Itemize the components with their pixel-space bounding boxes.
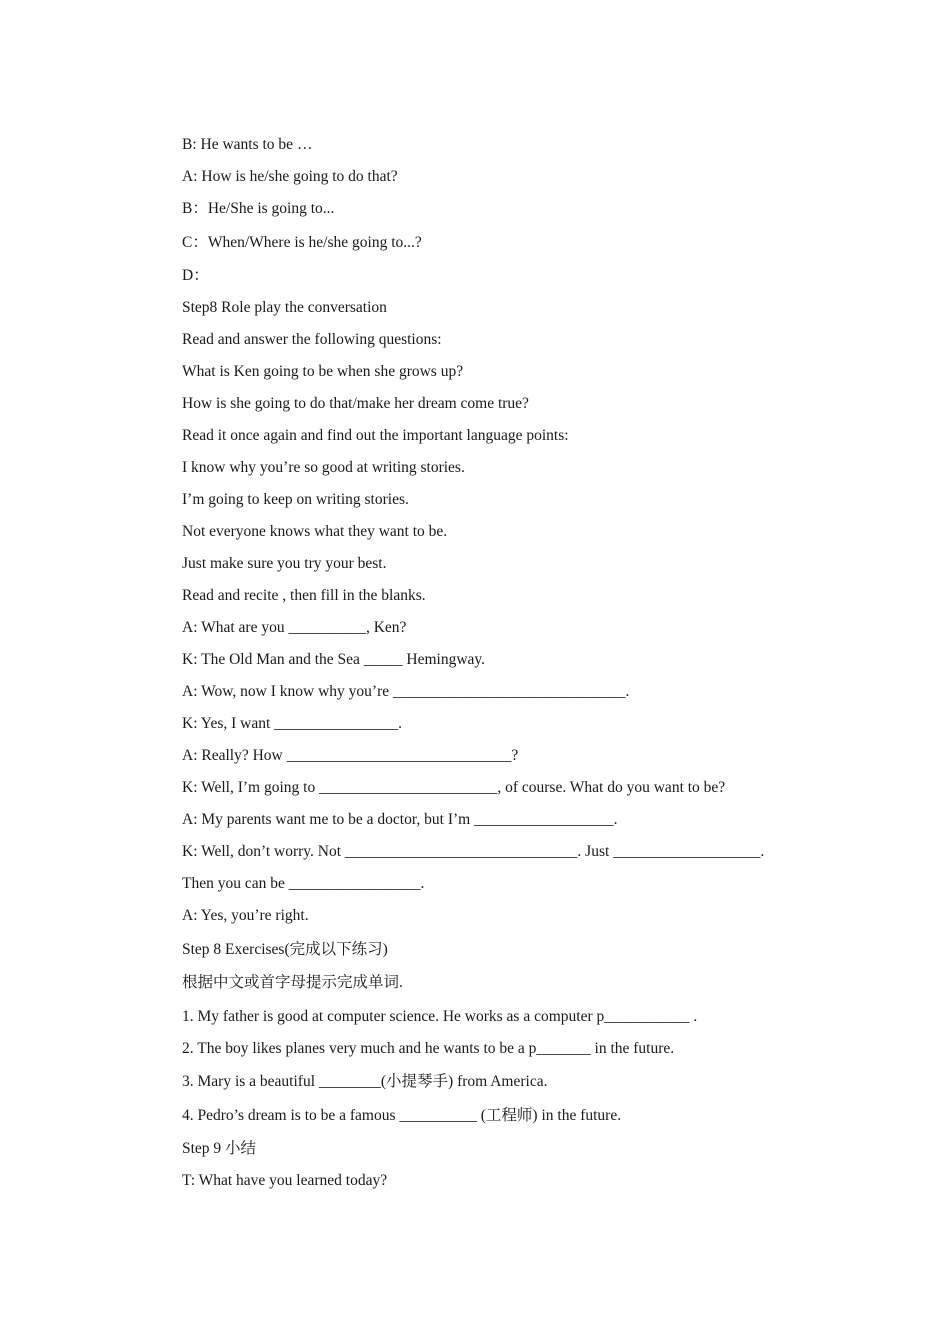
text-line: Just make sure you try your best. [182, 555, 387, 572]
text-line: A: Wow, now I know why you’re ______________________________. [182, 683, 630, 700]
text-line: B: He wants to be … [182, 136, 313, 153]
text-line: B：He/She is going to... [182, 200, 335, 217]
text-line: K: Well, I’m going to _______________________, of course. What do you want to be? [182, 779, 726, 796]
exercise-item: 4. Pedro’s dream is to be a famous __________ (工程师) in the future. [182, 1106, 622, 1124]
text-line: K: The Old Man and the Sea _____ Hemingway. [182, 651, 486, 668]
text-line: A: Really? How _____________________________? [182, 747, 519, 764]
text-line: I’m going to keep on writing stories. [182, 491, 409, 508]
text-line: How is she going to do that/make her dream come true? [182, 395, 529, 412]
text-line: D： [182, 267, 209, 284]
text-line: K: Yes, I want ________________. [182, 715, 403, 732]
text-line: A: What are you __________, Ken? [182, 619, 407, 636]
section-heading: Step 8 Exercises(完成以下练习) [182, 940, 388, 958]
exercise-item: 1. My father is good at computer science. He works as a computer p___________ . [182, 1007, 698, 1025]
exercise-item: 2. The boy likes planes very much and he wants to be a p_______ in the future. [182, 1039, 675, 1057]
document-page [182, 134, 862, 1202]
text-line: Not everyone knows what they want to be. [182, 523, 448, 540]
text-line: Read and answer the following questions: [182, 331, 442, 348]
section-heading: Step 9 小结 [182, 1140, 257, 1157]
text-line: Then you can be _________________. [182, 875, 425, 892]
exercise-item: 3. Mary is a beautiful ________(小提琴手) from America. [182, 1073, 548, 1090]
text-line: Read it once again and find out the important language points: [182, 427, 569, 444]
text-line: 根据中文或首字母提示完成单词. [182, 974, 403, 991]
section-heading: Step8 Role play the conversation [182, 299, 387, 316]
text-line: C：When/Where is he/she going to...? [182, 233, 422, 251]
text-line: K: Well, don’t worry. Not ______________________________. Just ___________________. [182, 843, 765, 860]
text-line: T: What have you learned today? [182, 1172, 388, 1189]
text-line: Read and recite , then fill in the blanks. [182, 587, 426, 604]
text-line: What is Ken going to be when she grows up? [182, 363, 464, 380]
text-line: A: How is he/she going to do that? [182, 168, 398, 185]
text-line: A: Yes, you’re right. [182, 907, 309, 924]
text-line: A: My parents want me to be a doctor, but I’m __________________. [182, 811, 618, 828]
text-line: I know why you’re so good at writing stories. [182, 459, 465, 476]
